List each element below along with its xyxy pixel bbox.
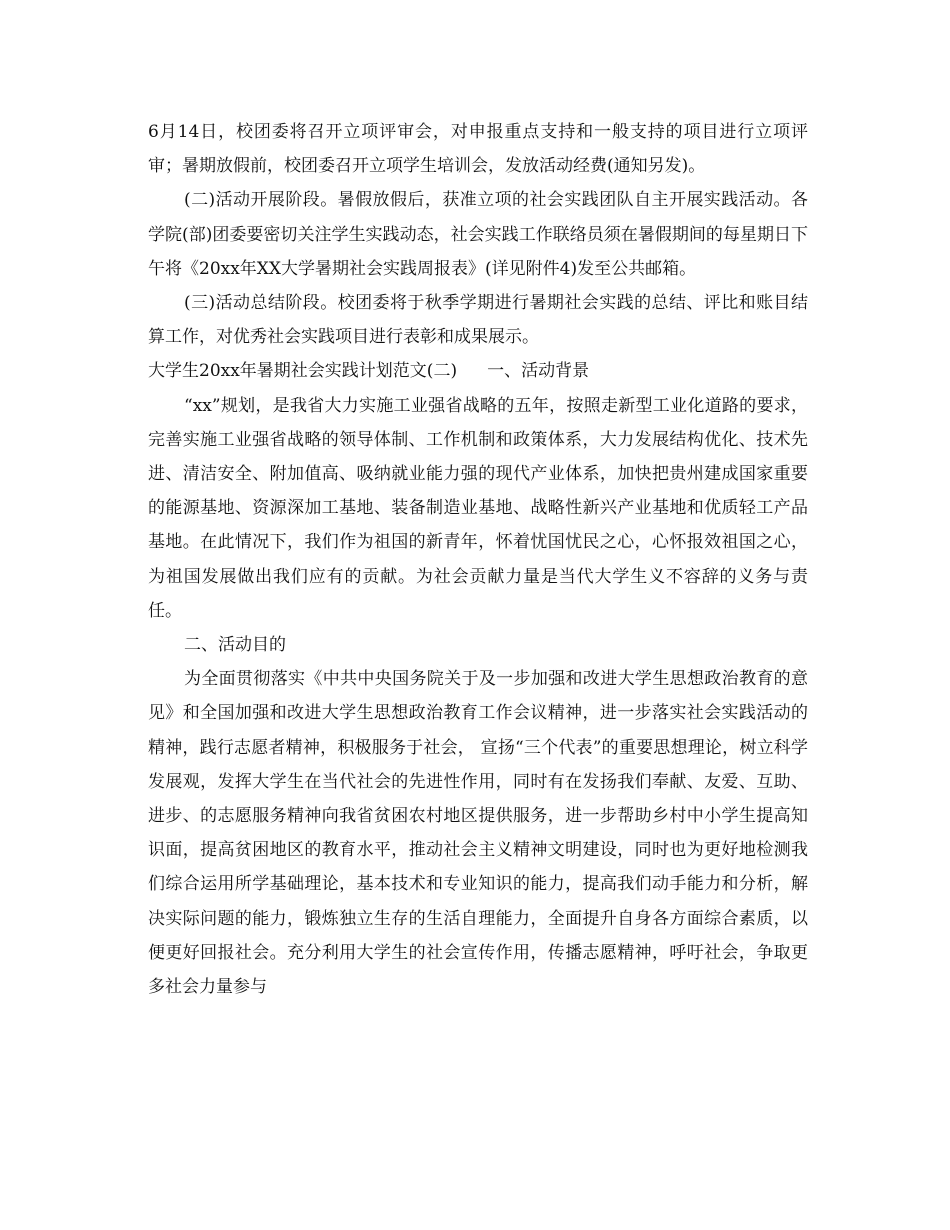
paragraph-purpose: 为全面贯彻落实《中共中央国务院关于及一步加强和改进大学生思想政治教育的意见》和全国加强和改进大学生思想政治教育工作会议精神，进一步落实社会实践活动的精神，践行志愿者精神，积极服务于社会， 宣扬“三个代表”的重要思想理论，树立科学发展观，发挥大学生在当代社会的先进性作用，同时有在发扬我们奉献、友爱、互助、进步、的志愿服务精神向我省贫困农村地区提供服务，进一步帮助乡村中小学生提高知识面，提高贫困地区的教育水平，推动社会主义精神文明建设，同时也为更好地检测我们综合运用所学基础理论，基本技术和专业知识的能力，提高我们动手能力和分析，解决实际问题的能力，锻炼独立生存的生活自理能力，全面提升自身各方面综合素质，以便更好回报社会。充分利用大学生的社会宣传作用，传播志愿精神，呼吁社会，争取更多社会力量参与 xyxy=(148,669,808,998)
paragraph-purpose-heading: 二、活动目的 xyxy=(184,635,286,656)
heading-title: 大学生20xx年暑期社会实践计划范文(二) xyxy=(148,361,458,382)
document-body xyxy=(148,115,808,1004)
section-heading xyxy=(148,354,808,388)
heading-subtitle: 一、活动背景 xyxy=(487,361,590,382)
paragraph-background: “xx”规划，是我省大力实施工业强省战略的五年，按照走新型工业化道路的要求，完善实施工业强省战略的领导体制、工作机制和政策体系，大力发展结构优化、技术先进、清洁安全、附加值高、吸纳就业能力强的现代产业体系，加快把贵州建成国家重要的能源基地、资源深加工基地、装备制造业基地、战略性新兴产业基地和优质轻工产品基地。在此情况下，我们作为祖国的新青年，怀着忧国忧民之心，心怀报效祖国之心，为祖国发展做出我们应有的贡献。为社会贡献力量是当代大学生义不容辞的义务与责任。 xyxy=(148,395,808,621)
paragraph-summary-stage: (三)活动总结阶段。校团委将于秋季学期进行暑期社会实践的总结、评比和账目结算工作，对优秀社会实践项目进行表彰和成果展示。 xyxy=(148,293,808,348)
paragraph-activity-stage: (二)活动开展阶段。暑假放假后，获准立项的社会实践团队自主开展实践活动。各学院(部)团委要密切关注学生实践动态，社会实践工作联络员须在暑假期间的每星期日下午将《20xx年XX大学暑期社会实践周报表》(详见附件4)发至公共邮箱。 xyxy=(148,190,808,279)
paragraph-schedule: 6月14日，校团委将召开立项评审会，对申报重点支持和一般支持的项目进行立项评审；暑期放假前，校团委召开立项学生培训会，发放活动经费(通知另发)。 xyxy=(148,122,808,177)
